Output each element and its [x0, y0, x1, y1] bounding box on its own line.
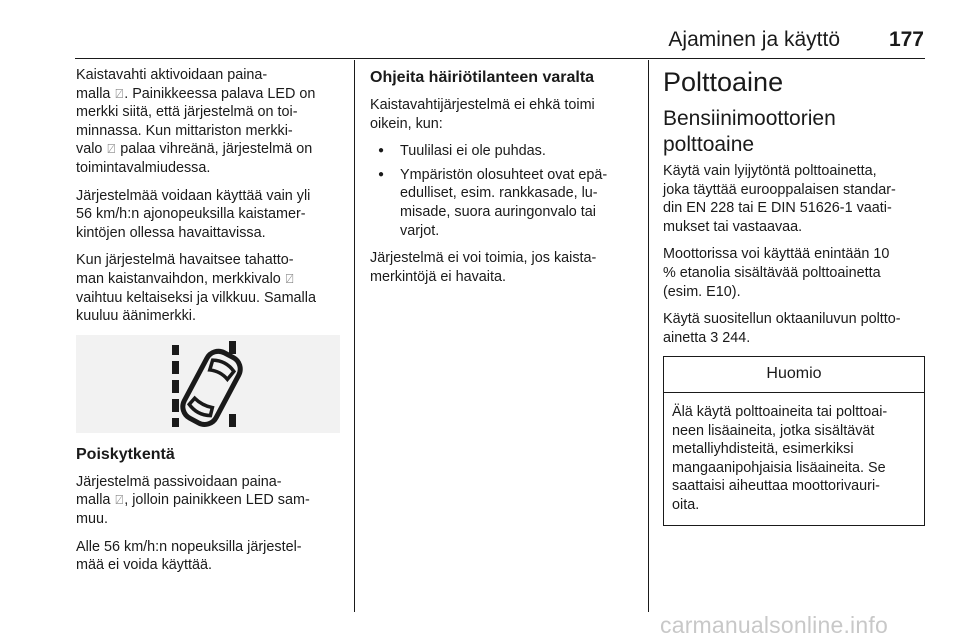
- lane-car-diagram-icon: [76, 335, 340, 433]
- lane-assist-icon: ⍁: [115, 85, 124, 101]
- paragraph-ethanol: Moottorissa voi käyttää enintään 10 % etanolia sisältävää polttoainetta (esim. E10).: [663, 246, 890, 300]
- page-number: 177: [888, 28, 924, 51]
- column-1: [76, 66, 342, 584]
- page-reference-arrow-icon: 3: [710, 329, 719, 346]
- heading-fuel: Polttoaine: [663, 67, 784, 97]
- paragraph-low-speed: Alle 56 km/h:n nopeuksilla järjestel- mää ei voida käyttää.: [76, 538, 302, 574]
- notice-box: [663, 356, 925, 525]
- troubleshooting-list: [370, 142, 638, 240]
- paragraph-unleaded: Käytä vain lyijytöntä polttoainetta, joka täyttää eurooppalaisen standar- din EN 228 tai E DIN 51626-1 vaati- mukset tai vastaavaa.: [663, 163, 896, 235]
- notice-title: Huomio: [664, 357, 924, 393]
- notice-body: Älä käytä polttoaineita tai polttoai- neen lisäaineita, jotka sisältävät metalliyhdisteitä, esimerkiksi mangaanipohjaisia lisäaineita. Se saattaisi aiheuttaa moottorivauri- oita.: [672, 403, 888, 513]
- heading-petrol-fuel: Bensiinimoottorien polttoaine: [663, 107, 836, 156]
- lane-assist-icon: ⍁: [115, 492, 124, 508]
- column-3: [663, 66, 925, 526]
- lane-departure-illustration: [76, 335, 340, 433]
- column-divider-1: [354, 60, 355, 612]
- lane-assist-icon: ⍁: [285, 270, 294, 286]
- heading-deactivation: Poiskytkentä: [76, 445, 175, 463]
- list-item: ● Ympäristön olosuhteet ovat epä- edulliset, esim. rankkasade, lu- misade, suora auringonvalo tai varjot.: [370, 166, 638, 240]
- column-2: [370, 66, 638, 295]
- paragraph-troubleshooting-intro: Kaistavahtijärjestelmä ei ehkä toimi oikein, kun:: [370, 97, 595, 132]
- page-header-title: Ajaminen ja käyttö: [668, 28, 840, 51]
- list-item: ● Tuulilasi ei ole puhdas.: [370, 142, 638, 161]
- paragraph-activation: Kaistavahti aktivoidaan paina- malla ⍁. Painikkeessa palava LED on merkki siitä, että järjestelmä on toi- minnassa. Kun mittariston merkki- valo ⍁ palaa vihreänä, järjestelmä on toimintavalmiudessa.: [76, 67, 316, 176]
- column-divider-2: [648, 60, 649, 612]
- paragraph-lane-departure: Kun järjestelmä havaitsee tahatto- man kaistanvaihdon, merkkivalo ⍁ vaihtuu keltaiseksi ja vilkkuu. Samalla kuuluu äänimerkki.: [76, 252, 316, 325]
- paragraph-no-markings: Järjestelmä ei voi toimia, jos kaista- merkintöjä ei havaita.: [370, 250, 597, 285]
- heading-troubleshooting: Ohjeita häiriötilanteen varalta: [370, 69, 595, 86]
- page-header: [0, 26, 960, 56]
- header-rule: [75, 58, 925, 59]
- paragraph-deactivation: Järjestelmä passivoidaan paina- malla ⍁, jolloin painikkeen LED sam- muu.: [76, 473, 310, 527]
- paragraph-speed-requirement: Järjestelmää voidaan käyttää vain yli 56 km/h:n ajonopeuksilla kaistamer- kintöjen ollessa havaittavissa.: [76, 187, 311, 241]
- paragraph-octane: Käytä suositellun oktaaniluvun poltto- ainetta 3 244.: [663, 311, 901, 346]
- lane-assist-icon: ⍁: [107, 141, 116, 157]
- watermark: carmanualsonline.info: [660, 612, 888, 638]
